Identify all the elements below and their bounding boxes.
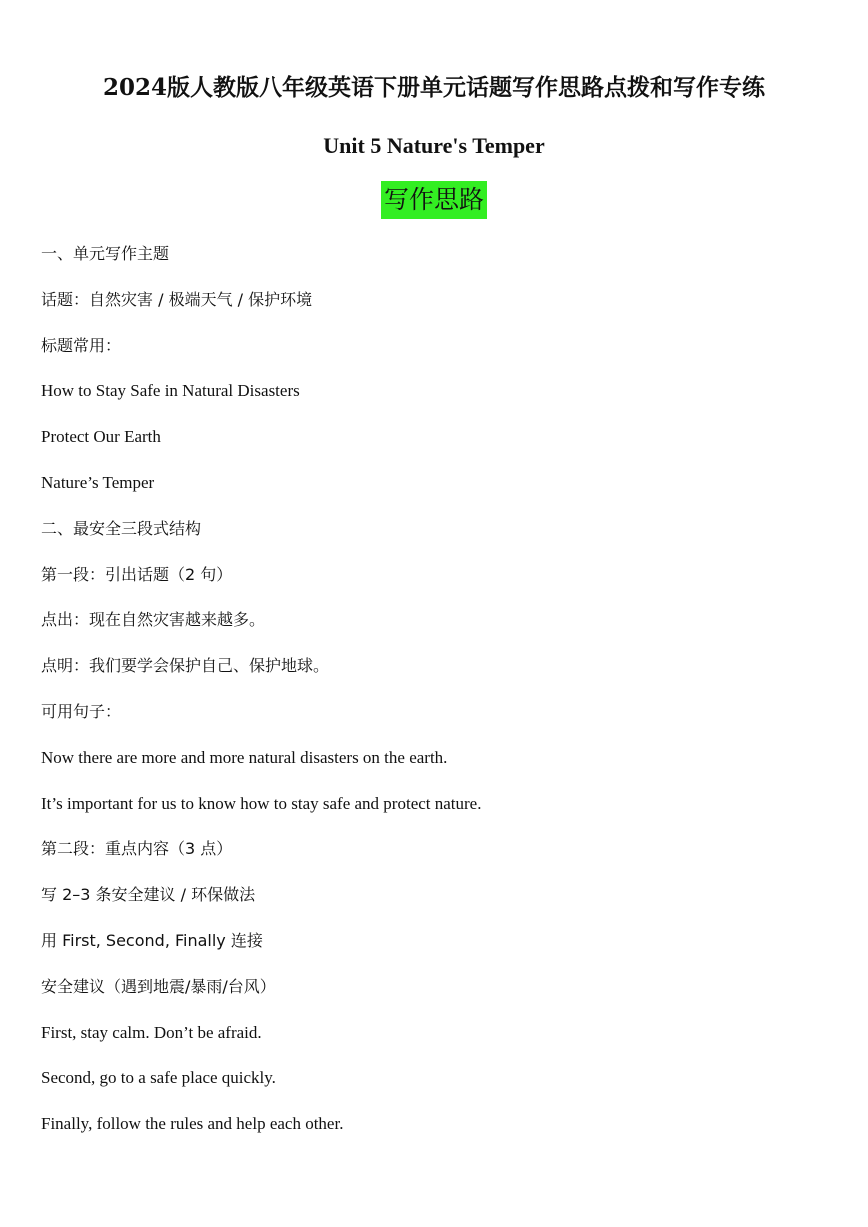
paragraph-1-label: 第一段：引出话题（2 句） <box>41 564 233 584</box>
safety-advice-label: 安全建议（遇到地震/暴雨/台风） <box>41 976 276 996</box>
sentences-label: 可用句子： <box>41 701 122 721</box>
example-sentence-1: Now there are more and more natural disasters on the earth. <box>41 747 448 767</box>
title-example-2: Protect Our Earth <box>41 427 161 447</box>
paragraph-1-point-2: 点明：我们要学会保护自己、保护地球。 <box>41 656 330 676</box>
safety-advice-3: Finally, follow the rules and help each other. <box>41 1114 344 1134</box>
paragraph-2-label: 第二段：重点内容（3 点） <box>41 839 233 859</box>
paragraph-2-point-2: 用 First, Second, Finally 连接 <box>41 930 263 950</box>
topic-line: 话题：自然灾害 / 极端天气 / 保护环境 <box>41 289 313 309</box>
paragraph-2-point-1: 写 2–3 条安全建议 / 环保做法 <box>41 885 256 905</box>
section-heading-2: 二、最安全三段式结构 <box>41 518 202 538</box>
section-badge-wrapper <box>0 181 868 219</box>
section-badge: 写作思路 <box>381 181 487 219</box>
unit-subtitle: Unit 5 Nature's Temper <box>323 133 545 158</box>
title-example-1: How to Stay Safe in Natural Disasters <box>41 381 300 401</box>
titles-label: 标题常用： <box>41 335 122 355</box>
section-heading-1: 一、单元写作主题 <box>41 244 170 263</box>
safety-advice-1: First, stay calm. Don’t be afraid. <box>41 1022 262 1042</box>
example-sentence-2: It’s important for us to know how to stay safe and protect nature. <box>41 793 482 813</box>
content-body <box>41 242 848 1158</box>
document-title: 2024版人教版八年级英语下册单元话题写作思路点拨和写作专练 <box>102 74 765 101</box>
safety-advice-2: Second, go to a safe place quickly. <box>41 1068 276 1088</box>
title-example-3: Nature’s Temper <box>41 472 155 492</box>
paragraph-1-point-1: 点出：现在自然灾害越来越多。 <box>41 610 266 630</box>
